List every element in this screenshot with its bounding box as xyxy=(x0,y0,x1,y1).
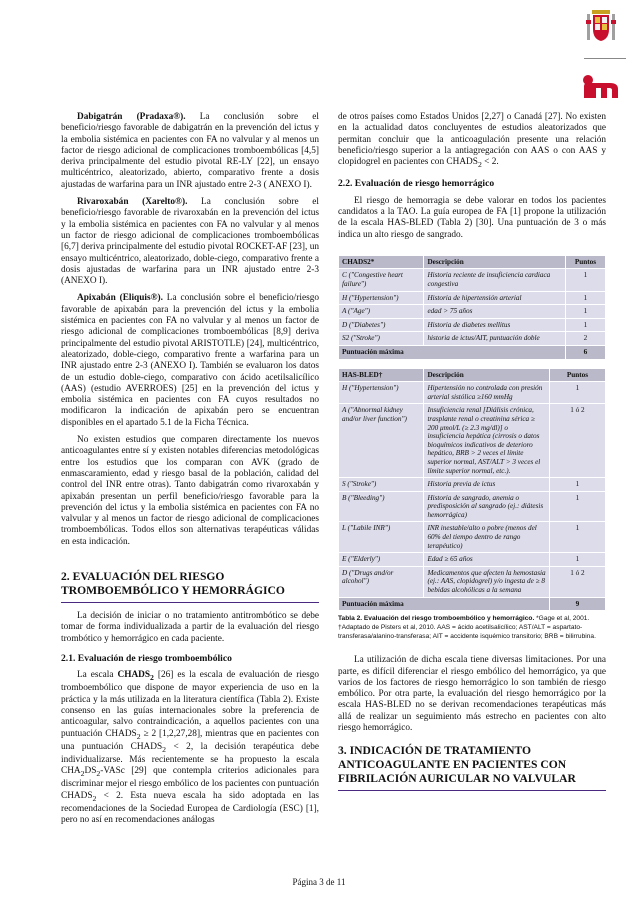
table-cell: Historia de sangrado, anemia o predisposición al sangrado (ej.: diátesis hemorrágica) xyxy=(424,491,549,522)
section-3-heading xyxy=(338,744,606,786)
heading-underline xyxy=(338,790,606,791)
table-row xyxy=(339,491,606,522)
table-total-label: Puntuación máxima xyxy=(339,345,566,359)
coat-of-arms-logo xyxy=(586,6,616,46)
chads2-table xyxy=(338,255,606,360)
text: ≥ 2 [1,2,27,28], mientras que en pacientes con una puntuación CHADS xyxy=(61,728,319,752)
table-cell: S ("Stroke") xyxy=(339,478,424,492)
table-cell: Historia reciente de insuficiencia cardiaca congestiva xyxy=(424,269,566,291)
table-cell: A ("Abnormal kidney and/or liver function") xyxy=(339,404,424,478)
text: DS xyxy=(84,766,97,777)
table-header-cell: CHADS2* xyxy=(339,255,424,269)
paragraph-comparison: No existen estudios que comparen directamente los nuevos anticoagulantes entre sí y existen notables diferencias metodológicas entre los estudios que los comparan con AVK (grado de enmascaramiento, edad y riesgo basal de la población, calidad del control del INR entre otras). Tanto dabigatrán como rivaroxabán y apixabán presentan un perfil beneficio/riesgo favorable para la prevención del ictus y la embolia sistémica en pacientes con FA no valvular y al menos un factor de riesgo adicional de complicaciones tromboembólicas. Todos ellos son alternativas terapéuticas válidas en esta indicación. xyxy=(61,435,319,547)
right-column xyxy=(338,112,606,799)
table-cell: historia de ictus/AIT, puntuación doble xyxy=(424,332,566,346)
table-cell: L ("Labile INR") xyxy=(339,522,424,553)
paragraph-decision: La decisión de iniciar o no tratamiento antitrombótico se debe tomar de forma individualizada a partir de la evaluación del riesgo trombótico y hemorrágico en cada paciente. xyxy=(61,610,319,644)
heading-line: TROMBOEMBÓLICO Y HEMORRÁGICO xyxy=(61,583,285,597)
drug-name-dabigatran: Dabigatrán (Pradaxa®). xyxy=(77,112,186,122)
caption-title: Tabla 2. Evaluación del riesgo tromboembólico y hemorrágico. xyxy=(338,615,535,623)
table-total-value: 9 xyxy=(549,597,605,611)
table-header-cell: HAS-BLED† xyxy=(339,368,424,382)
table-row xyxy=(339,332,606,346)
table-cell: Edad ≥ 65 años xyxy=(424,553,549,567)
table-cell: 2 xyxy=(565,332,605,346)
table-cell: Medicamentos que afecten la hemostasia (ej.: AAS, clopidogrel) y/o ingesta de ≥ 8 bebidas alcohólicas a la semana xyxy=(424,566,549,597)
table-cell: H ("Hypertension") xyxy=(339,382,424,404)
table-cell: 1 xyxy=(565,291,605,305)
table-cell: C ("Congestive heart failure") xyxy=(339,269,424,291)
table-cell: 1 xyxy=(565,269,605,291)
text: de otros países como Estados Unidos [2,27] o Canadá [27]. No existen en la actualidad datos concluyentes de estudios aleatorizados que permitan concluir que la anticoagulación presente una relación beneficio/riesgo superior a la antiagregación con AAS o con AAS y clopidogrel en pacientes con CHADS xyxy=(338,112,606,168)
table-row xyxy=(339,553,606,567)
table-row xyxy=(339,566,606,597)
logo-divider xyxy=(584,58,626,59)
subscript: 2 xyxy=(80,768,85,778)
table-cell: B ("Bleeding") xyxy=(339,491,424,522)
caption-text: *Gage et al, 2001. †Adaptado de Pisters et al, 2010. AAS = ácido acetilsalicílico; AST/ALT = aspartato-transferasa/alanino-transferasa; AIT = accidente isquémico transitorio; BRB = bilirrubina. xyxy=(338,615,596,641)
table-cell: 1 xyxy=(565,318,605,332)
table-cell: 1 ó 2 xyxy=(549,566,605,597)
table-cell: 1 xyxy=(565,305,605,319)
paragraph-limitations: La utilización de dicha escala tiene diversas limitaciones. Por una parte, es difícil diferenciar el riesgo embólico del hemorrágico, ya que varios de los factores de riesgo hemorrágico lo son también de riesgo embólico. Por otra parte, la evaluación del riesgo hemorrágico por la escala HAS-BLED no se derivan recomendaciones terapéuticas más allá de realizar un seguimiento más estrecho en pacientes con alto riesgo hemorrágico. xyxy=(338,655,606,734)
table-cell: edad > 75 años xyxy=(424,305,566,319)
table-cell: H ("Hypertension") xyxy=(339,291,424,305)
drug-name-apixaban: Apixabán (Eliquis®). xyxy=(77,293,163,304)
text: [26] es la escala de evaluación de riesgo tromboembólico que dispone de mayor experiencia de uso en la práctica y la más utilizada en la literatura científica (Tabla 2). Existe consenso en las guías internacionales sobre la preferencia de anticoagular, salvo contraindicación, a aquellos pacientes con una puntuación CHADS xyxy=(61,670,319,739)
text: La escala xyxy=(77,670,118,681)
left-column xyxy=(61,112,319,832)
paragraph-apixaban xyxy=(61,293,319,429)
paragraph-dabigatran xyxy=(61,112,319,191)
paragraph-rivaroxaban xyxy=(61,197,319,287)
table-cell: Insuficiencia renal [Diálisis crónica, trasplante renal o creatinina sérica ≥ 200 μmol/L (≥ 2.3 mg/dl)] o insuficiencia hepática (cirrosis o datos bioquímicos indicativos de deterioro hepático, BRB > 2 veces el límite superior normal, AST/ALT > 3 veces el límite superior normal, etc.). xyxy=(424,404,549,478)
table-cell: 1 xyxy=(549,553,605,567)
has-bled-table xyxy=(338,368,606,612)
table-row xyxy=(339,478,606,492)
table-row xyxy=(339,305,606,319)
table-header-cell: Descripción xyxy=(424,255,566,269)
table-total-value: 6 xyxy=(565,345,605,359)
subscript: 2 xyxy=(162,744,167,754)
text: CHADS xyxy=(117,670,151,681)
paragraph-text: La conclusión sobre el beneficio/riesgo favorable de apixabán para la prevención del ictus y la embolia sistémica en pacientes con FA no valvular y al menos un factor de riesgo adicional de complicaciones tromboembólicas [8,9] deriva principalmente del estudio pivotal ARISTOTLE) [24], multicéntrico, aleatorizado, doble-ciego, comparativo frente a warfarina para un INR ajustado entre 2-3 (ANEXO I). También se evaluaron los datos de un estudio doble-ciego, comparativo con ácido acetilsalicílico (AAS) (estudio AVERROES) [25] en la prevención del ictus y embolia sistémica en pacientes con FA cuyos resultados no modificaron la indicación de apixabán pero se encuentran disponibles en el apartado 5.1 de la Ficha Técnica. xyxy=(61,293,319,428)
table-header-cell: Puntos xyxy=(549,368,605,382)
paragraph-bleeding-risk: El riesgo de hemorragia se debe valorar en todos los pacientes candidatos a la TAO. La guía europea de FA [1] propone la utilización de la escala HAS-BLED (Tabla 2) [30]. Una puntuación de 3 o más indica un alto riesgo de sangrado. xyxy=(338,195,606,240)
table-header-row xyxy=(339,368,606,382)
table-cell: E ("Elderly") xyxy=(339,553,424,567)
aemps-logo xyxy=(580,72,622,100)
text: < 2, la decisión terapéutica debe individualizarse. Más recientemente se ha propuesto la escala CHA xyxy=(61,741,319,777)
table-cell: INR inestable/alto o pobre (menos del 60% del tiempo dentro de rango terapéutico) xyxy=(424,522,549,553)
heading-line: ANTICOAGULANTE EN PACIENTES CON xyxy=(338,758,567,772)
table-row xyxy=(339,404,606,478)
table-header-cell: Puntos xyxy=(565,255,605,269)
table-cell: D ("Drugs and/or alcohol") xyxy=(339,566,424,597)
table-cell: 1 xyxy=(549,478,605,492)
table-cell: Historia de diabetes mellitus xyxy=(424,318,566,332)
paragraph-text: La conclusión sobre el beneficio/riesgo favorable de dabigatrán en la prevención del ictus y la embolia sistémica en pacientes con FA no valvular y al menos un factor de riesgo adicional de complicaciones tromboembólicas [4,5] deriva principalmente del estudio pivotal RE-LY [22], un ensayo multicéntrico, aleatorizado, abierto, comparativo frente a dosis ajustadas de warfarina para un INR ajustado entre 2-3 ( ANEXO I). xyxy=(61,112,319,190)
paragraph-text: La conclusión sobre el beneficio/riesgo favorable de rivaroxabán en la prevención del ictus y la embolia sistémica en pacientes con FA no valvular y al menos un factor de riesgo adicional de complicaciones tromboembólicas [6,7] deriva principalmente del estudio pivotal ROCKET-AF [23], un ensayo multicéntrico, aleatorizado, doble-ciego, comparativo frente a dosis ajustadas de warfarina para un INR ajustado entre 2-3 (ANEXO I). xyxy=(61,197,319,287)
table-cell: Historia previa de ictus xyxy=(424,478,549,492)
subsection-2-2-heading: 2.2. Evaluación de riesgo hemorrágico xyxy=(338,178,495,190)
table-cell: 1 xyxy=(549,522,605,553)
table-row xyxy=(339,291,606,305)
table-cell: D ("Diabetes") xyxy=(339,318,424,332)
table-total-row xyxy=(339,345,606,359)
table-cell: 1 xyxy=(549,491,605,522)
heading-line: FIBRILACIÓN AURICULAR NO VALVULAR xyxy=(338,772,576,786)
subscript: 2 xyxy=(150,673,154,683)
subscript: 2 xyxy=(92,793,97,803)
subscript: 2 xyxy=(477,160,482,170)
heading-underline xyxy=(61,602,319,603)
table-header-row xyxy=(339,255,606,269)
table-cell: Historia de hipertensión arterial xyxy=(424,291,566,305)
table-row xyxy=(339,382,606,404)
table-cell: S2 ("Stroke") xyxy=(339,332,424,346)
table-row xyxy=(339,269,606,291)
paragraph-continued xyxy=(338,112,606,170)
table-cell: 1 ó 2 xyxy=(549,404,605,478)
subscript: 2 xyxy=(96,768,101,778)
heading-line: 2. EVALUACIÓN DEL RIESGO xyxy=(61,569,225,583)
paragraph-chads2 xyxy=(61,670,319,826)
text: < 2. xyxy=(481,157,499,168)
section-2-heading xyxy=(61,570,319,598)
table-cell: 1 xyxy=(549,382,605,404)
table-row xyxy=(339,522,606,553)
text: < 2. Esta nueva escala ha sido adoptada en las recomendaciones de la Sociedad Europea de Cardiología (ESC) [1], pero no así en recomendaciones análogas xyxy=(61,790,319,826)
table-total-label: Puntuación máxima xyxy=(339,597,550,611)
table-cell: Hipertensión no controlada con presión arterial sistólica ≥160 mmHg xyxy=(424,382,549,404)
subscript: 2 xyxy=(136,731,141,741)
text: -VASc [29] que contempla criterios adicionales para discriminar mejor el riesgo embólico de los pacientes con puntuación CHADS xyxy=(61,766,319,801)
heading-line: 3. INDICACIÓN DE TRATAMIENTO xyxy=(338,744,532,758)
table-caption xyxy=(338,614,606,641)
page-number: Página 3 de 11 xyxy=(292,877,346,887)
table-header-cell: Descripción xyxy=(424,368,549,382)
table-total-row xyxy=(339,597,606,611)
subsection-2-1-heading: 2.1. Evaluación de riesgo tromboembólico xyxy=(61,652,232,664)
table-row xyxy=(339,318,606,332)
table-cell: A ("Age") xyxy=(339,305,424,319)
drug-name-rivaroxaban: Rivaroxabán (Xarelto®). xyxy=(77,197,188,208)
